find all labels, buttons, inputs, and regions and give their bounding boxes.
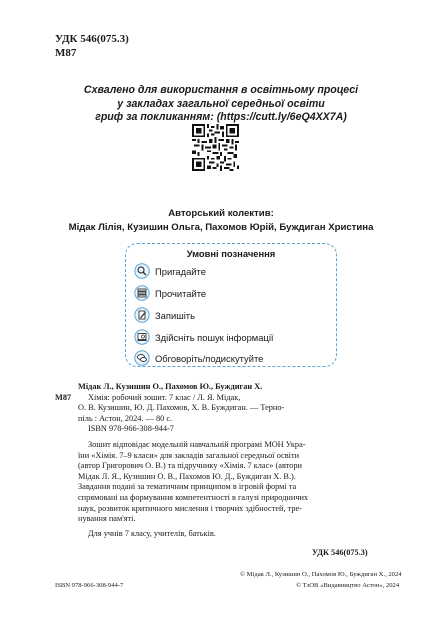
legend-item-label: Здійсніть пошук інформації — [155, 331, 274, 343]
udk-footer: УДК 546(075.3) — [312, 548, 368, 557]
catalog-line: наук, розвиток критичного мислення і творчих здібностей, тре- — [78, 503, 302, 513]
catalog-line: нування пам'яті. — [78, 514, 136, 524]
catalog-line: Зошит відповідає модельній навчальній програмі МОН Укра- — [88, 440, 306, 449]
catalog-line: О. В. Кузишин, Ю. Д. Пахомов, Х. В. Буждиган. — Терно- — [78, 403, 285, 413]
copyright-authors: © Мідак Л., Кузишин О., Пахомов Ю., Буждиган Х., 2024 — [240, 571, 402, 578]
search-info-icon — [134, 329, 150, 345]
legend-item-read — [134, 283, 206, 303]
qr-code-icon[interactable] — [192, 124, 239, 171]
legend-box — [125, 243, 337, 367]
legend-item-label: Обговоріть/подискутуйте — [155, 352, 264, 364]
legend-item-label: Запишіть — [155, 309, 195, 321]
legend-item-recall — [134, 261, 206, 281]
catalog-code: М87 — [55, 392, 72, 402]
copyright-publisher: © ТзОВ «Видавництво Астон», 2024 — [296, 582, 400, 589]
discuss-icon — [134, 350, 150, 366]
catalog-audience: Для учнів 7 класу, учителів, батьків. — [88, 529, 216, 538]
pen-icon — [134, 307, 150, 323]
udk-header — [55, 32, 129, 60]
catalog-line: (автор Григорович О. В.) та підручнику «Хімія. 7 клас» (автори — [78, 461, 302, 471]
catalog-authors: Мідак Л., Кузишин О., Пахомов Ю., Буждиган Х. — [78, 382, 263, 391]
catalog-line: Хімія: робочий зошит. 7 клас / Л. Я. Мідак, — [88, 392, 241, 402]
approval-statement — [40, 84, 402, 125]
catalog-line: спрямовані на формування компетентності в галузі природничих — [78, 493, 309, 502]
catalog-line: Мідак Л. Я., Кузишин О. В., Пахомов Ю. Д., Буждиган Х. В.). — [78, 471, 296, 481]
approval-line: гриф за покликанням: (https://cutt.ly/6eQ4XX7A) — [95, 111, 347, 123]
legend-item-label: Пригадайте — [155, 265, 206, 277]
catalog-isbn: ISBN 978-966-308-944-7 — [88, 424, 174, 434]
magnifier-icon — [134, 263, 150, 279]
book-icon — [134, 285, 150, 301]
approval-line: Схвалено для використання в освітньому процесі — [83, 84, 359, 96]
legend-title: Умовні позначення — [186, 248, 276, 259]
catalog-line: Завдання подані за тематичним принципом в ігровій формі та — [78, 482, 297, 492]
udk-code: УДК 546(075.3) — [55, 33, 129, 45]
approval-line: у закладах загальної середньої освіти — [117, 97, 325, 110]
author-mark: М87 — [55, 47, 77, 59]
authors-names: Мідак Лілія, Кузишин Ольга, Пахомов Юрій, Буждиган Христина — [68, 222, 374, 233]
isbn: ISBN 978-966-308-944-7 — [55, 582, 124, 589]
authors-heading: Авторський колектив: — [168, 208, 274, 219]
legend-item-search — [134, 327, 274, 347]
legend-item-write — [134, 305, 195, 325]
legend-item-label: Прочитайте — [155, 287, 207, 299]
legend-item-discuss — [134, 348, 263, 368]
catalog-line: їни «Хімія. 7–9 класи» для закладів загальної середньої освіти — [78, 450, 300, 460]
catalog-line: піль : Астон, 2024. — 80 с. — [78, 413, 173, 423]
